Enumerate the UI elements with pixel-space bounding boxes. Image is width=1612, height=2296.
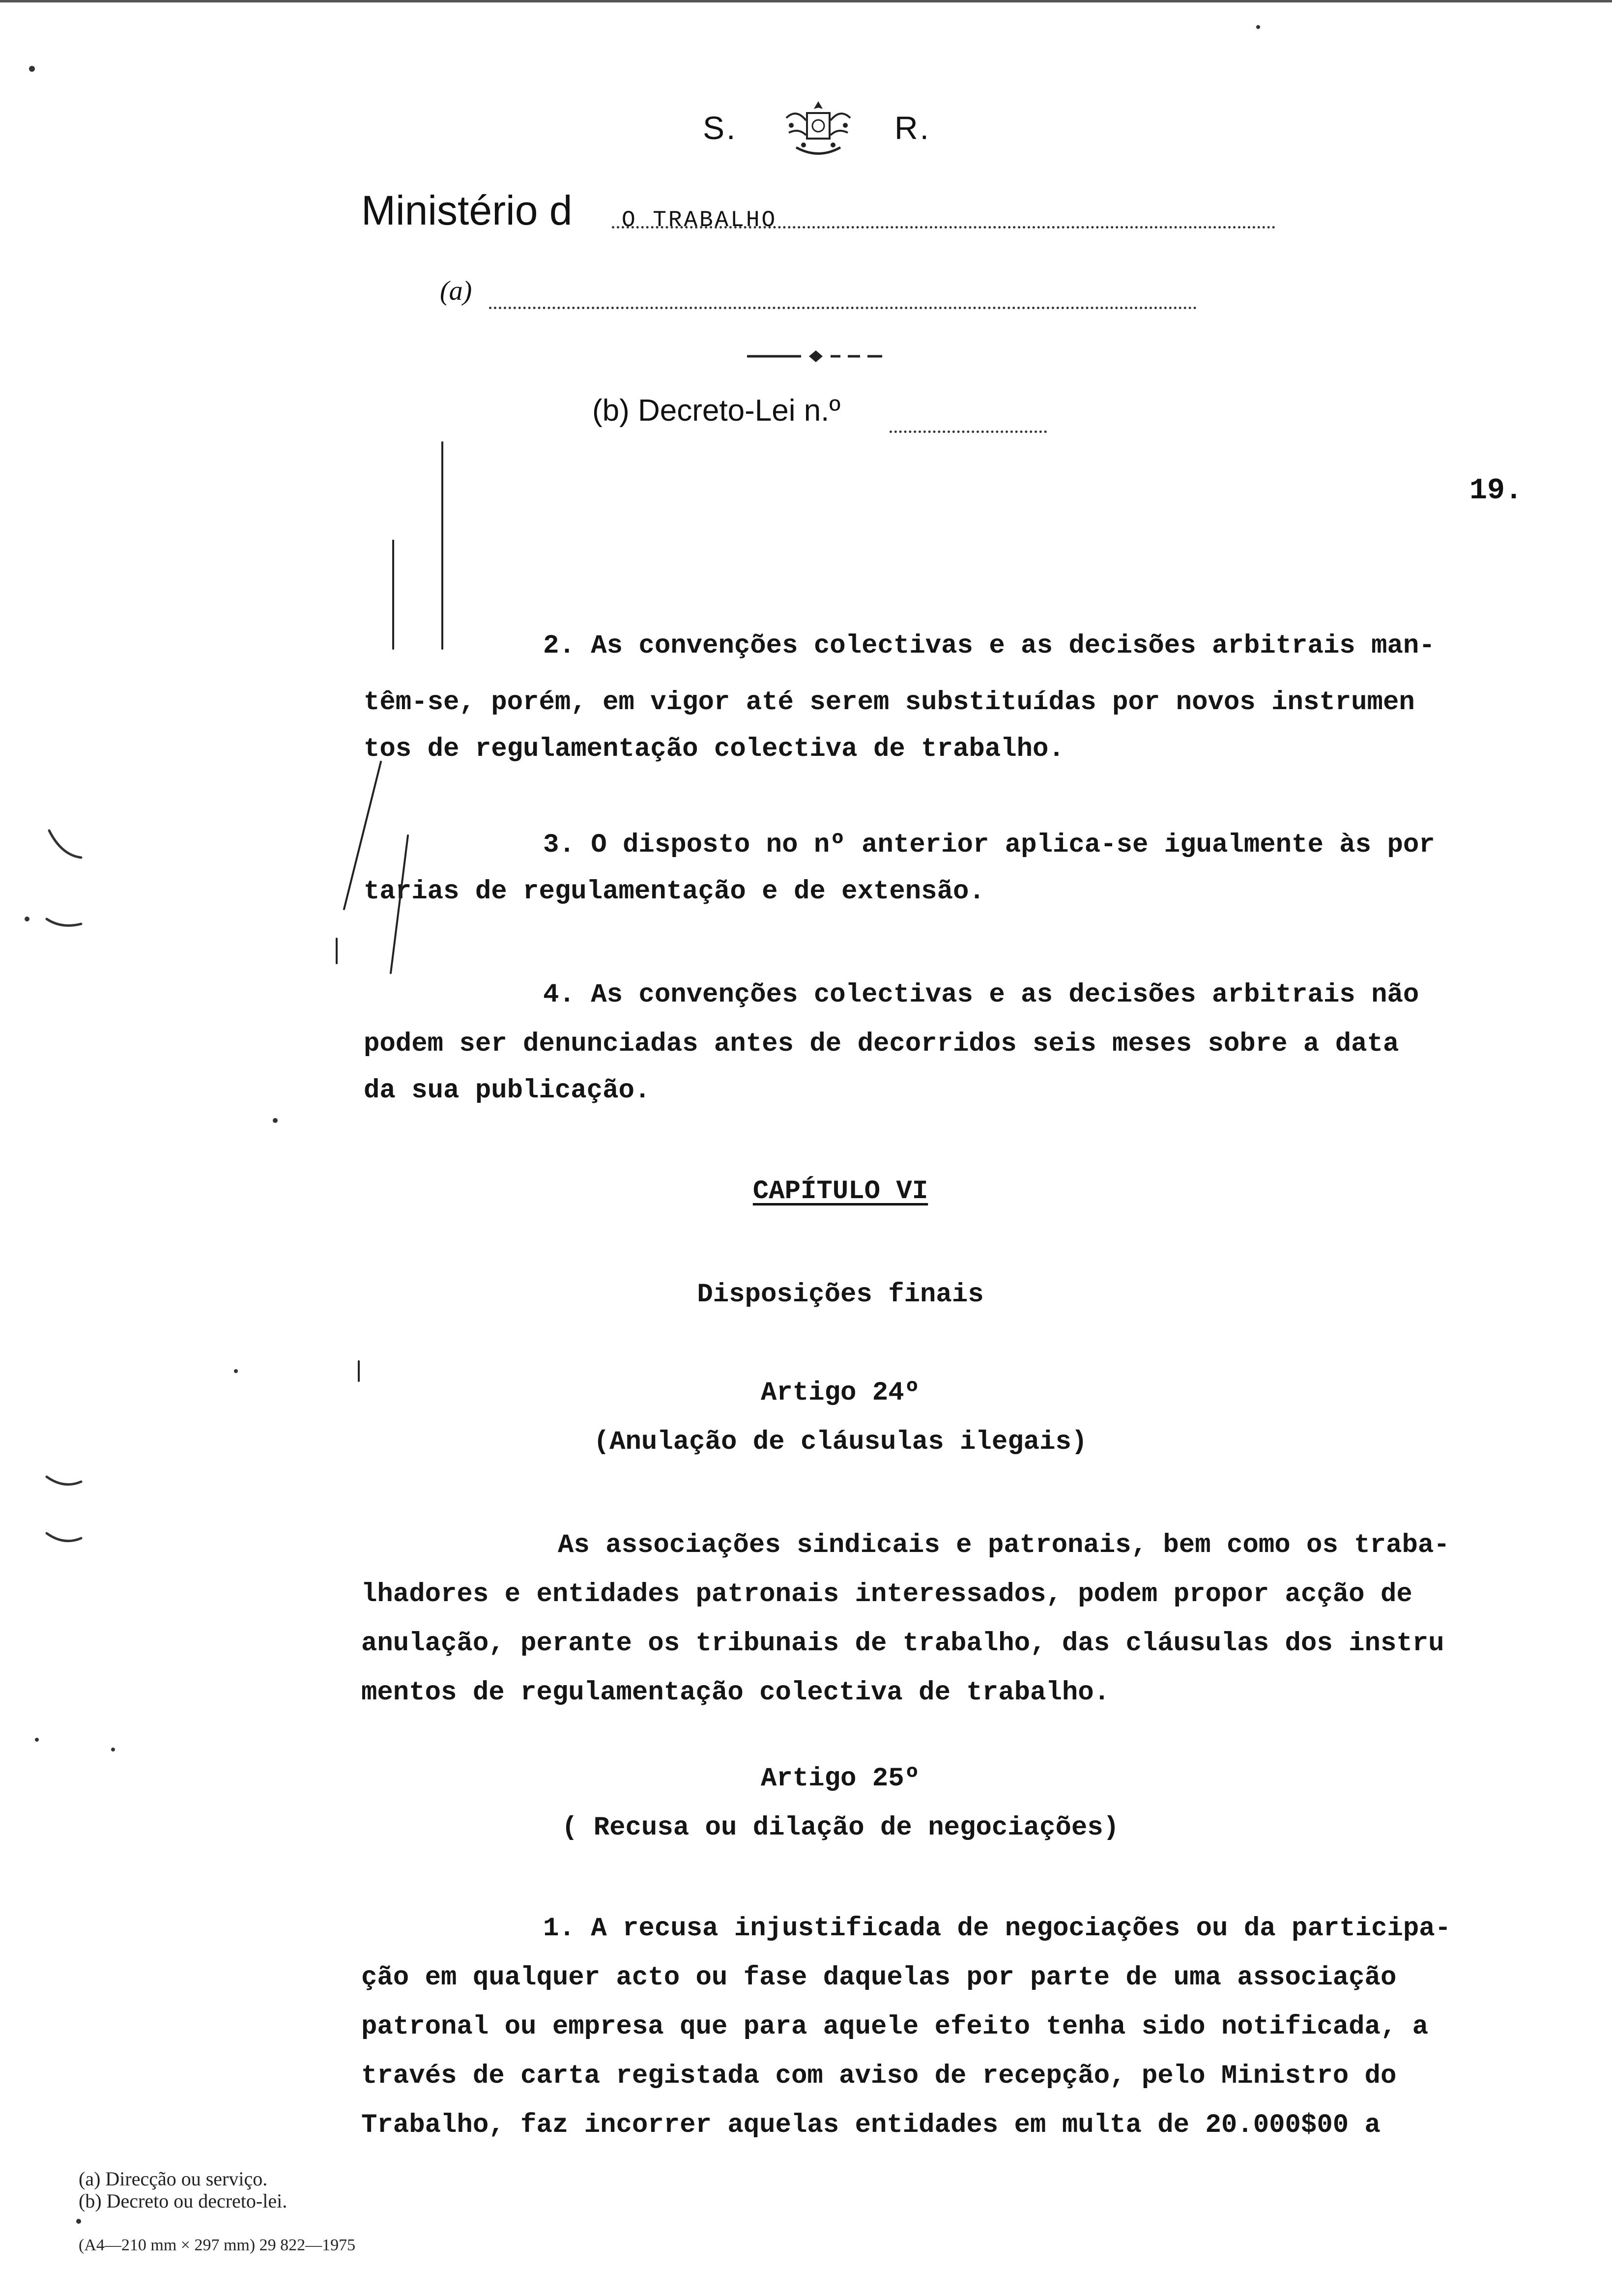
direction-label: (a) bbox=[440, 276, 472, 306]
ministry-name: O TRABALHO bbox=[622, 207, 777, 233]
footnote-a: (a) Direcção ou serviço. bbox=[79, 2168, 268, 2190]
article-24-heading: Artigo 24º bbox=[760, 1378, 921, 1408]
article-24-subtitle: (Anulação de cláusulas ilegais) bbox=[593, 1427, 1088, 1457]
para-4-line-1: 4. As convenções colectivas e as decisões arbitrais não bbox=[543, 980, 1419, 1010]
para-2-line-2: têm-se, porém, em vigor até serem substituídas por novos instrumen bbox=[364, 688, 1415, 718]
chapter-title: Disposições finais bbox=[697, 1280, 984, 1310]
article-25-heading: Artigo 25º bbox=[760, 1764, 921, 1794]
article-25-line-5: Trabalho, faz incorrer aquelas entidades em multa de 20.000$00 a bbox=[361, 2110, 1381, 2140]
article-24-line-3: anulação, perante os tribunais de trabalho, das cláusulas dos instru bbox=[361, 1629, 1444, 1659]
article-25-line-4: través de carta registada com aviso de recepção, pelo Ministro do bbox=[361, 2061, 1397, 2091]
seal-letter-s: S. bbox=[703, 110, 738, 146]
form-reference: (A4—210 mm × 297 mm) 29 822—1975 bbox=[79, 2236, 356, 2254]
para-2-line-3: tos de regulamentação colectiva de trabalho. bbox=[364, 734, 1065, 764]
seal-letter-r: R. bbox=[894, 110, 931, 146]
article-24-line-4: mentos de regulamentação colectiva de trabalho. bbox=[361, 1678, 1110, 1708]
article-24-line-2: lhadores e entidades patronais interessados, podem propor acção de bbox=[361, 1579, 1412, 1609]
footnote-b: (b) Decreto ou decreto-lei. bbox=[79, 2190, 288, 2212]
para-2-line-1: 2. As convenções colectivas e as decisões arbitrais man- bbox=[543, 631, 1435, 661]
article-25-line-2: ção em qualquer acto ou fase daquelas por parte de uma associação bbox=[361, 1963, 1397, 1993]
para-4-line-2: podem ser denunciadas antes de decorridos seis meses sobre a data bbox=[364, 1029, 1399, 1059]
ministry-prefix: Ministério d bbox=[361, 187, 573, 233]
article-25-subtitle: ( Recusa ou dilação de negociações) bbox=[561, 1813, 1120, 1843]
article-25-line-1: 1. A recusa injustificada de negociações ou da participa- bbox=[543, 1914, 1451, 1944]
date-year: 19. bbox=[1469, 474, 1523, 508]
para-4-line-3: da sua publicação. bbox=[364, 1076, 651, 1106]
decree-label: (b) Decreto-Lei n.º bbox=[592, 394, 841, 428]
article-24-line-1: As associações sindicais e patronais, bem como os traba- bbox=[558, 1530, 1450, 1560]
para-3-line-2: tarias de regulamentação e de extensão. bbox=[364, 877, 985, 907]
para-3-line-1: 3. O disposto no nº anterior aplica-se igualmente às por bbox=[543, 830, 1435, 860]
chapter-heading: CAPÍTULO VI bbox=[752, 1177, 928, 1206]
article-25-line-3: patronal ou empresa que para aquele efeito tenha sido notificada, a bbox=[361, 2012, 1429, 2042]
